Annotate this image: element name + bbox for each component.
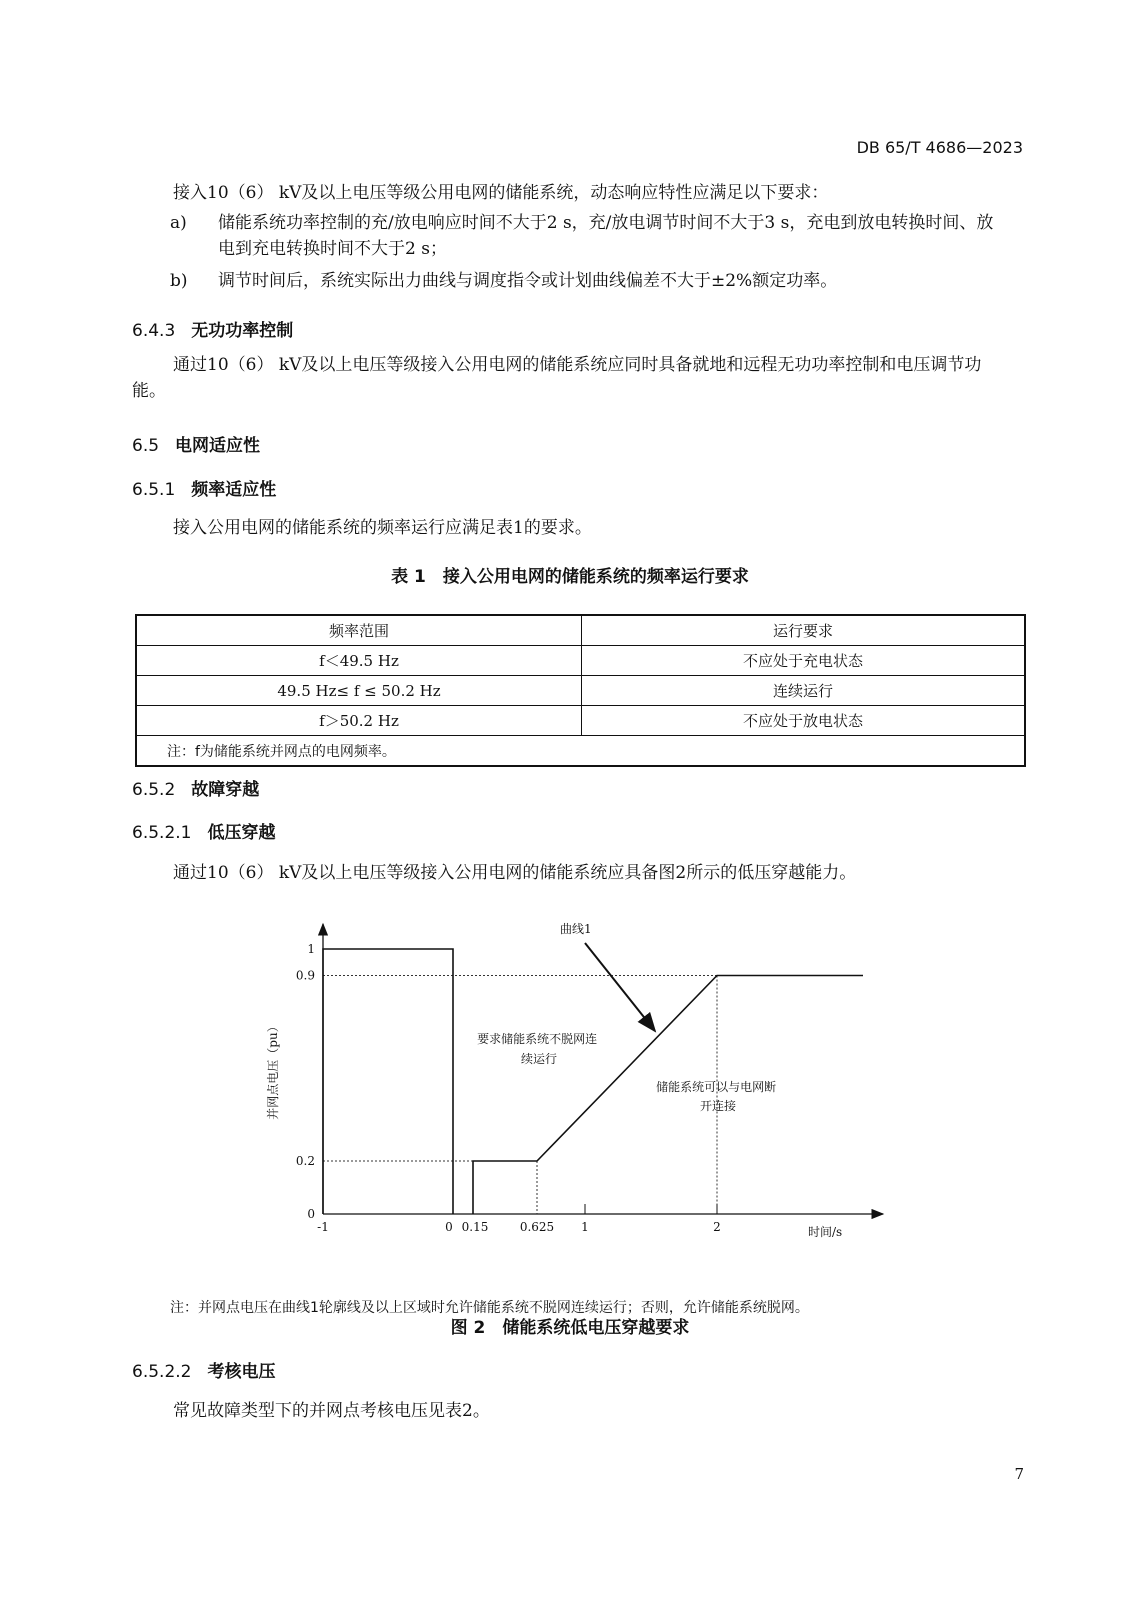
table-header-cell: 运行要求	[582, 615, 1026, 646]
region-label-connected	[477, 1031, 601, 1066]
section-title: 考核电压	[207, 1362, 276, 1382]
x-tick-label: -1	[317, 1220, 329, 1234]
region-label-line: 储能系统可以与电网断	[656, 1080, 777, 1094]
list-marker: a)	[170, 213, 187, 233]
section-heading-6-4-3	[132, 316, 293, 341]
table-cell: 不应处于放电状态	[582, 706, 1026, 736]
section-heading-6-5-2	[132, 775, 259, 800]
table-row	[136, 676, 1025, 706]
section-number: 6.5.2.2	[132, 1362, 192, 1382]
series-line	[473, 976, 863, 1215]
y-tick-label: 1	[307, 942, 315, 956]
table-note: 注：f为储能系统并网点的电网频率。	[136, 736, 1025, 767]
section-heading-6-5-2-2	[132, 1357, 275, 1382]
low-voltage-ride-through-chart	[255, 920, 895, 1250]
figure-caption: 图 2 储能系统低电压穿越要求	[450, 1318, 690, 1338]
figure-note: 注：并网点电压在曲线1轮廓线及以上区域时允许储能系统不脱网连续运行；否则，允许储能系统脱网。	[170, 1300, 809, 1316]
table-cell: 不应处于充电状态	[582, 646, 1026, 676]
y-tick-label: 0	[307, 1207, 315, 1221]
x-tick-label: 0.625	[519, 1220, 555, 1234]
table-cell: f＜49.5 Hz	[136, 646, 582, 676]
section-number: 6.5	[132, 436, 160, 456]
section-number: 6.5.2	[132, 780, 176, 800]
section-heading-6-5-1	[132, 475, 276, 500]
section-number: 6.4.3	[132, 321, 176, 341]
section-heading-6-5-2-1	[132, 818, 275, 843]
list-text: 调节时间后，系统实际出力曲线与调度指令或计划曲线偏差不大于±2%额定功率。	[218, 271, 838, 291]
region-label-line: 要求储能系统不脱网连	[477, 1032, 598, 1046]
x-axis-label: 时间/s	[808, 1225, 843, 1239]
region-label-disconnect	[656, 1079, 780, 1113]
section-number: 6.5.1	[132, 480, 176, 500]
list-text: 储能系统功率控制的充/放电响应时间不大于2 s，充/放电调节时间不大于3 s，充电到放电转换时间、放电到充电转换时间不大于2 s；	[218, 213, 994, 259]
table-header-row	[136, 615, 1025, 646]
table-row	[136, 646, 1025, 676]
y-tick-label: 0.2	[295, 1154, 315, 1168]
section-title: 无功功率控制	[191, 321, 294, 341]
region-label-line: 开连接	[699, 1099, 737, 1113]
section-title: 频率适应性	[191, 480, 277, 500]
x-tick-label: 1	[581, 1220, 589, 1234]
section-title: 电网适应性	[175, 436, 261, 456]
paragraph-6-5-2-1: 通过10（6） kV及以上电压等级接入公用电网的储能系统应具备图2所示的低压穿越能力。	[173, 863, 857, 883]
table-row	[136, 706, 1025, 736]
table-cell: f＞50.2 Hz	[136, 706, 582, 736]
y-tick-label: 0.9	[295, 968, 315, 983]
y-axis-label: 并网点电压（pu）	[266, 1020, 280, 1120]
boundary-line	[323, 949, 453, 1214]
paragraph-6-5-1: 接入公用电网的储能系统的频率运行应满足表1的要求。	[173, 518, 592, 538]
x-tick-label: 0.15	[461, 1220, 489, 1234]
table-cell: 连续运行	[582, 676, 1026, 706]
table-cell: 49.5 Hz≤ f ≤ 50.2 Hz	[136, 676, 582, 706]
section-number: 6.5.2.1	[132, 823, 192, 843]
table-header-cell: 频率范围	[136, 615, 582, 646]
curve-label-arrow	[585, 943, 655, 1031]
list-marker: b)	[170, 271, 188, 291]
region-label-line: 续运行	[520, 1052, 558, 1066]
table-note-row	[136, 736, 1025, 767]
x-tick-label: 2	[713, 1220, 721, 1234]
table-caption: 表 1 接入公用电网的储能系统的频率运行要求	[391, 567, 749, 587]
frequency-table	[135, 614, 1026, 767]
section-heading-6-5	[132, 431, 260, 456]
paragraph-6-4-3: 通过10（6） kV及以上电压等级接入公用电网的储能系统应同时具备就地和远程无功功率控制和电压调节功能。	[132, 355, 982, 401]
section-title: 故障穿越	[191, 780, 260, 800]
curve-label: 曲线1	[560, 922, 592, 936]
document-number: DB 65/T 4686—2023	[856, 138, 1023, 157]
section-title: 低压穿越	[207, 823, 276, 843]
paragraph-6-5-2-2: 常见故障类型下的并网点考核电压见表2。	[173, 1401, 490, 1421]
intro-paragraph: 接入10（6） kV及以上电压等级公用电网的储能系统，动态响应特性应满足以下要求：	[173, 183, 829, 203]
x-tick-label: 0	[445, 1220, 453, 1234]
page-number: 7	[1014, 1465, 1024, 1483]
